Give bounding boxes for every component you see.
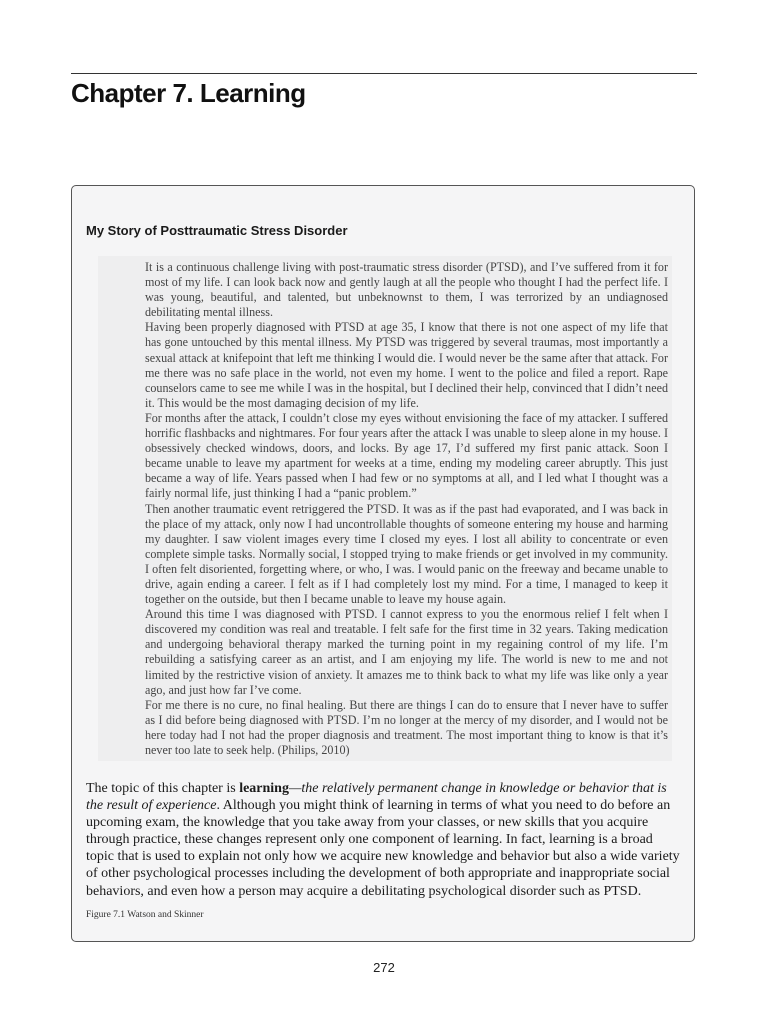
- story-paragraph: It is a continuous challenge living with post-traumatic stress disorder (PTSD), and I’ve suffered from it for most of my life. I can look back now and gently laugh at all the people who thought I had the perfect life. I was young, beautiful, and talented, but unbeknownst to them, I was terrorized by an undiagnosed debilitating mental illness.: [145, 260, 668, 320]
- story-paragraph: Having been properly diagnosed with PTSD at age 35, I know that there is not one aspect of my life that has gone untouched by this mental illness. My PTSD was triggered by several traumas, most importantly a sexual attack at knifepoint that left me thinking I would die. I would never be the same after that attack. For me there was no safe place in the world, not even my home. I went to the police and filed a report. Rape counselors came to see me while I was in the hospital, but I declined their help, convinced that I didn’t need it. This would be the most damaging decision of my life.: [145, 320, 668, 410]
- story-paragraph: For me there is no cure, no final healing. But there are things I can do to ensure that I never have to suffer as I did before being diagnosed with PTSD. I’m no longer at the mercy of my disorder, and I would not be here today had I not had the proper diagnosis and treatment. The most important thing to know is that it’s never too late to seek help. (Philips, 2010): [145, 697, 668, 757]
- story-paragraph: Then another traumatic event retriggered the PTSD. It was as if the past had evaporated, and I was back in the place of my attack, only now I had uncontrollable thoughts of someone entering my house and harming my daughter. I saw violent images every time I closed my eyes. I lost all ability to concentrate or even complete simple tasks. Normally social, I stopped trying to make friends or get involved in my community. I often felt disoriented, forgetting where, or who, I was. I would panic on the freeway and became unable to drive, again ending a career. I felt as if I had completely lost my mind. For a time, I managed to keep it together on the outside, but then I became unable to leave my house again.: [145, 501, 668, 607]
- story-title: My Story of Posttraumatic Stress Disorder: [86, 223, 348, 238]
- intro-lead: The topic of this chapter is: [86, 781, 240, 796]
- story-paragraph: Around this time I was diagnosed with PTSD. I cannot express to you the enormous relief I felt when I discovered my condition was real and treatable. I felt safe for the first time in 32 years. Taking medication and undergoing behavioral therapy marked the turning point in my regaining control of my life. I’m rebuilding a satisfying career as an artist, and I am enjoying my life. The world is new to me and not limited by the restrictive vision of anxiety. It amazes me to think back to what my life was like only a year ago, and just how far I’ve come.: [145, 607, 668, 697]
- key-term: learning: [239, 781, 289, 796]
- chapter-title: Chapter 7. Learning: [71, 78, 306, 108]
- story-paragraph: For months after the attack, I couldn’t close my eyes without envisioning the face of my attacker. I suffered horrific flashbacks and nightmares. For four years after the attack I was unable to sleep alone in my house. I obsessively checked windows, doors, and locks. By age 17, I’d suffered my first panic attack. Soon I became unable to leave my apartment for weeks at a time, ending my modeling career abruptly. This just became a way of life. Years passed when I had few or no symptoms at all, and I led what I thought was a fairly normal life, just thinking I had a “panic problem.”: [145, 410, 668, 501]
- header-rule: [71, 73, 697, 74]
- intro-body: . Although you might think of learning in terms of what you need to do before an upcoming exam, the knowledge that you take away from your classes, or new skills that you acquire through practice, these changes represent only one component of learning. In fact, learning is a broad topic that is used to explain not only how we acquire new knowledge and behavior but also a wide variety of other psychological processes including the development of both appropriate and inappropriate social behaviors, and even how a person may acquire a debilitating psychological disorder such as PTSD.: [86, 798, 680, 899]
- page-number: 272: [373, 960, 395, 975]
- intro-paragraph: [86, 780, 684, 900]
- story-box: [71, 185, 695, 942]
- figure-caption: Figure 7.1 Watson and Skinner: [86, 910, 204, 920]
- key-term-definition: —the relatively permanent change in knowledge or behavior that is the result of experience: [86, 781, 667, 814]
- story-quote: [98, 256, 672, 761]
